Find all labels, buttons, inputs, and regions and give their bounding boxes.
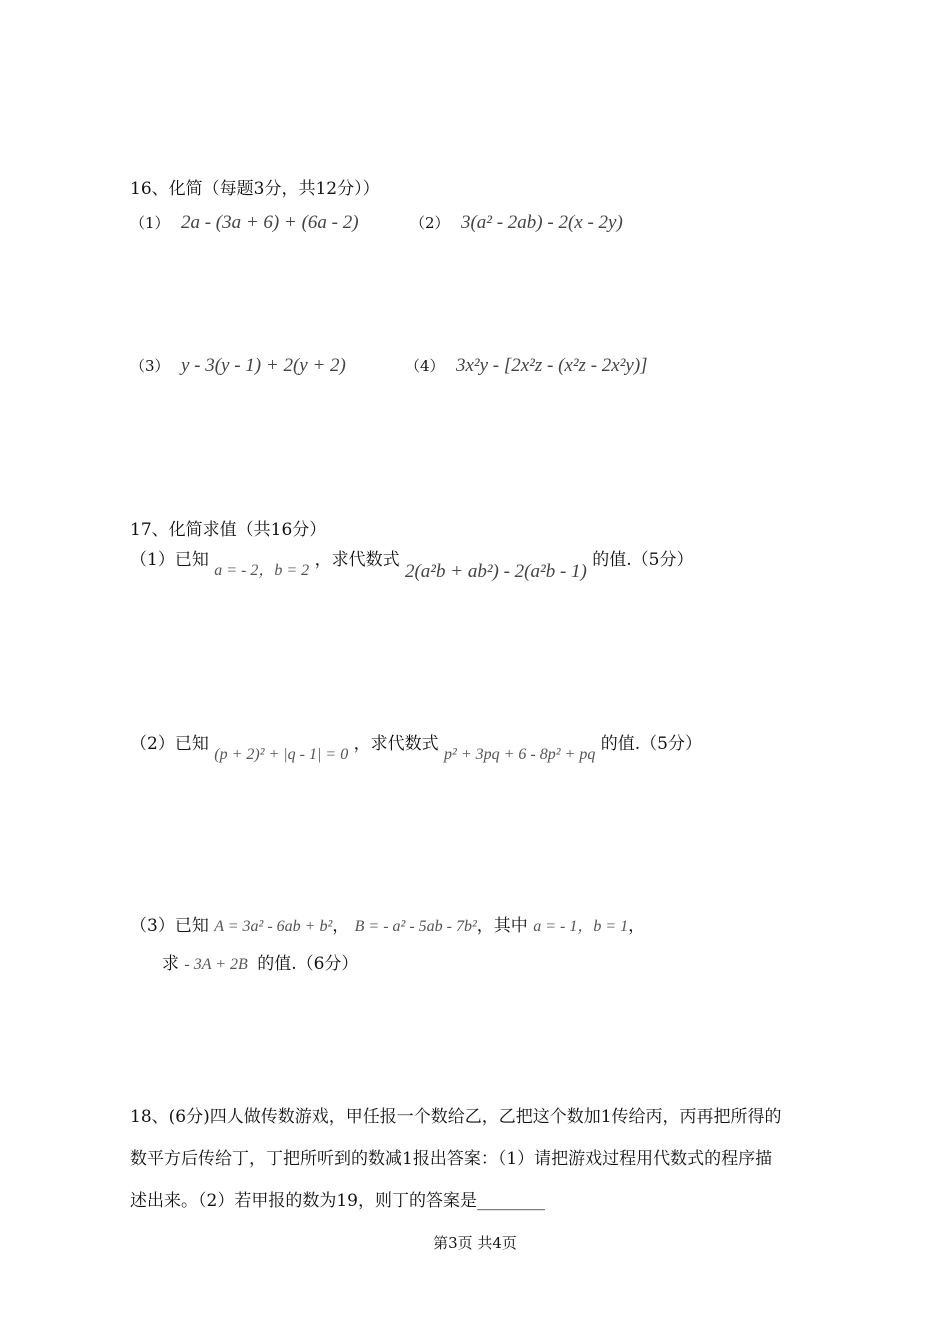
q16-p4-label: （4）	[405, 357, 445, 375]
q16-p2-expression: 3(a² - 2ab) - 2(x - 2y)	[460, 212, 623, 233]
q17-p3-end: ，	[628, 916, 646, 936]
q16-p4-expression: 3x²y - [2x²z - (x²z - 2x²y)]	[455, 355, 648, 376]
q18-line2: 数平方后传给丁，丁把所听到的数减1报出答案：（1）请把游戏过程用代数式的程序描	[130, 1149, 773, 1169]
q18-line1: 18、(6分)四人做传数游戏，甲任报一个数给乙，乙把这个数加1传给丙，丙再把所得的	[130, 1107, 782, 1127]
q16-title: 16、化简（每题3分，共12分））	[130, 179, 380, 199]
q17-p1-tail: 的值.（5分）	[592, 550, 694, 570]
q17-p3-a: A = 3a² - 6ab + b²	[214, 918, 333, 935]
q16-part2	[410, 212, 623, 234]
q17-part1	[130, 545, 694, 582]
q16-p1-expression: 2a - (3a + 6) + (6a - 2)	[180, 212, 359, 233]
q17-p3-mid: ，其中	[476, 916, 528, 936]
q17-p3-tail: 的值.（6分）	[257, 954, 359, 974]
q16-p1-label: （1）	[130, 214, 170, 232]
page-footer: 第3页 共4页	[433, 1234, 517, 1252]
q17-p3-ask: 求	[162, 954, 179, 974]
q17-part3	[130, 911, 645, 936]
q17-p1-given: a = - 2，b = 2	[214, 562, 310, 579]
q16-p3-label: （3）	[130, 357, 170, 375]
q16-part4	[405, 355, 648, 377]
q17-p1-expression: 2(a²b + ab²) - 2(a²b - 1)	[404, 561, 587, 582]
q17-p3-ask-expression: - 3A + 2B	[184, 956, 248, 973]
q17-part3-ask	[162, 949, 358, 974]
q17-p3-values: a = - 1，b = 1	[533, 918, 629, 935]
q17-p2-given: (p + 2)² + |q - 1| = 0	[214, 746, 349, 763]
q17-p1-mid: ，求代数式	[314, 550, 400, 570]
q18-paragraph	[130, 1096, 860, 1222]
q16-p3-expression: y - 3(y - 1) + 2(y + 2)	[180, 355, 346, 376]
q16-p2-label: （2）	[410, 214, 450, 232]
q16-part1	[130, 212, 359, 234]
q17-p2-mid: ，求代数式	[353, 734, 439, 754]
q17-part2	[130, 729, 702, 763]
q17-p1-label: （1）已知	[130, 550, 209, 570]
q18-line3: 述出来。（2）若甲报的数为19，则丁的答案是________	[130, 1191, 545, 1211]
q17-p2-label: （2）已知	[130, 734, 209, 754]
q17-p3-b: B = - a² - 5ab - 7b²	[354, 918, 477, 935]
q17-p3-label: （3）已知	[130, 916, 209, 936]
q16-part3	[130, 355, 346, 377]
q17-p3-sep: ，	[332, 916, 350, 936]
q17-p2-tail: 的值.（5分）	[600, 734, 702, 754]
q17-title: 17、化简求值（共16分）	[130, 520, 327, 540]
q17-p2-expression: p² + 3pq + 6 - 8p² + pq	[444, 746, 596, 763]
